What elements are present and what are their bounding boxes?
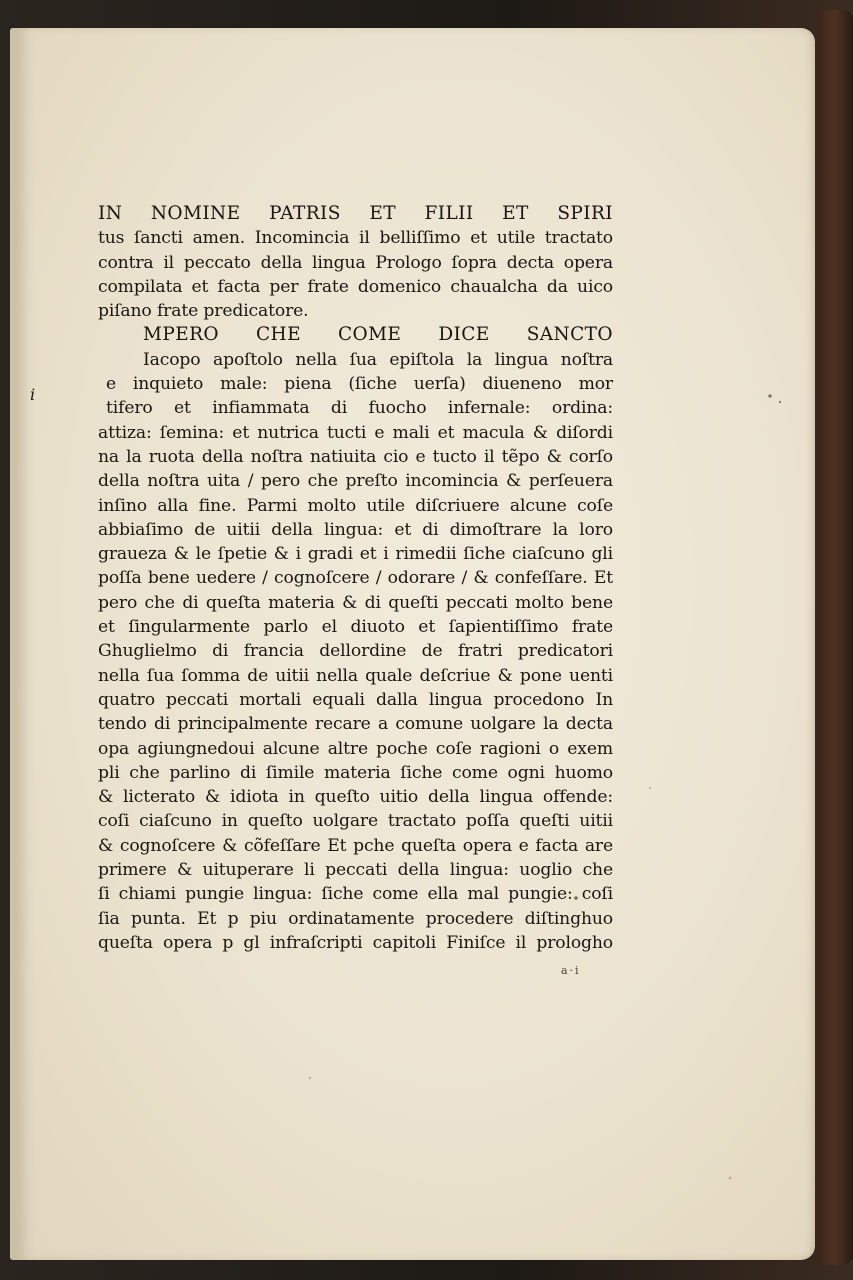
text-line: compilata et facta per frate domenico chaualcha da uico bbox=[98, 276, 613, 297]
text-line: pli che parlino di ſimile materia ſiche come ogni huomo bbox=[98, 762, 613, 783]
guide-letter: i bbox=[30, 385, 36, 404]
text-line: tifero et infiammata di fuocho infernale: ordina: bbox=[106, 398, 613, 419]
text-line: MPERO CHE COME DICE SANCTO bbox=[143, 324, 613, 346]
text-line: ſia punta. Et p piu ordinatamente procedere diſtinghuo bbox=[98, 908, 613, 929]
text-line: IN NOMINE PATRIS ET FILII ET SPIRI bbox=[98, 203, 613, 224]
prologue-text bbox=[98, 202, 613, 955]
text-line: tendo di principalmente recare a comune uolgare la decta bbox=[98, 714, 613, 735]
text-line: e inquieto male: piena (ſiche uerſa) diueneno mor bbox=[106, 374, 613, 395]
text-line: abbiaſimo de uitii della lingua: et di dimoſtrare la loro bbox=[98, 519, 613, 540]
book-page bbox=[10, 28, 815, 1260]
text-line: Ghuglielmo di francia dellordine de fratri predicatori bbox=[98, 641, 613, 662]
text-line: graueza & le ſpetie & i gradi et i rimedii ſiche ciaſcuno gli bbox=[98, 544, 613, 565]
text-line: nella ſua ſomma de uitii nella quale deſcriue & pone uenti bbox=[98, 665, 613, 686]
signature-mark: a·i bbox=[561, 964, 581, 977]
text-line: attiza: ſemina: et nutrica tucti e mali et macula & diſordi bbox=[98, 422, 613, 443]
text-line: & licterato & idiota in queſto uitio della lingua offende: bbox=[98, 787, 613, 808]
text-line: tus ſancti amen. Incomincia il belliſſimo et utile tractato bbox=[98, 228, 613, 249]
text-line: primere & uituperare li peccati della lingua: uoglio che bbox=[98, 860, 613, 881]
text-line: Iacopo apoſtolo nella ſua epiſtola la lingua noſtra bbox=[143, 349, 613, 370]
text-line: et ſingularmente parlo el diuoto et ſapientiſſimo frate bbox=[98, 617, 613, 638]
text-line: & cognoſcere & cõfeſſare Et pche queſta opera e facta are bbox=[98, 835, 613, 856]
text-line: piſano frate predicatore. bbox=[98, 301, 309, 322]
text-line: opa agiungnedoui alcune altre poche coſe ragioni o exem bbox=[98, 738, 613, 759]
text-line: poſſa bene uedere / cognoſcere / odorare / & confeſſare. Et bbox=[98, 568, 613, 589]
text-line: coſi ciaſcuno in queſto uolgare tractato poſſa queſti uitii bbox=[98, 811, 613, 832]
leather-cover-edge bbox=[817, 10, 853, 1265]
text-line: quatro peccati mortali equali dalla lingua procedono In bbox=[98, 689, 613, 710]
text-line: queſta opera p gl infraſcripti capitoli Finiſce il prologho bbox=[98, 932, 613, 953]
text-line: della noſtra uita / pero che preſto incomincia & perſeuera bbox=[98, 471, 613, 492]
text-line: pero che di queſta materia & di queſti peccati molto bene bbox=[98, 592, 613, 613]
text-line: ſi chiami pungie lingua: ſiche come ella mal pungie: coſi bbox=[98, 884, 613, 905]
text-line: inſino alla fine. Parmi molto utile diſcriuere alcune coſe bbox=[98, 495, 613, 516]
text-line: contra il peccato della lingua Prologo ſopra decta opera bbox=[98, 252, 613, 273]
text-line: na la ruota della noſtra natiuita cio e tucto il tẽpo & corſo bbox=[98, 446, 613, 467]
